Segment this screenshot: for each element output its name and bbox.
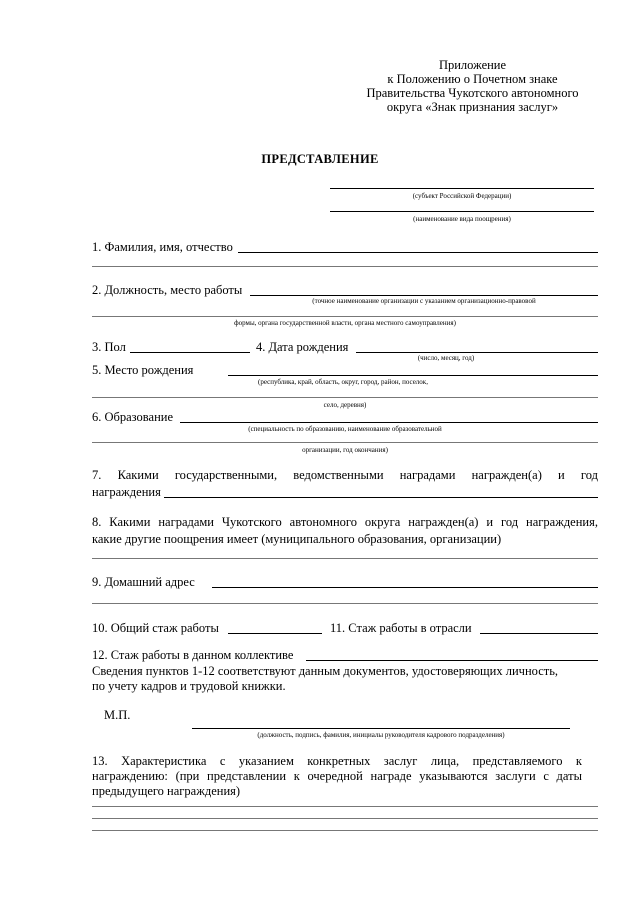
education-hint-a: (специальность по образованию, наименование образовательной (248, 425, 442, 433)
field-1-line[interactable] (238, 252, 598, 253)
page-title: ПРЕДСТАВЛЕНИЕ (261, 152, 379, 166)
subject-hint: (субъект Российской Федерации) (412, 192, 512, 200)
field-8-label-2: какие другие поощрения имеет (муниципального образования, организации) (92, 532, 502, 546)
signature-line[interactable] (192, 728, 570, 729)
field-13-label-2: награждению: (при представлении к очередной награде указываются заслуги с даты (92, 769, 582, 783)
birth-date-hint: (число, месяц, год) (417, 354, 475, 362)
field-9-label: 9. Домашний адрес (92, 575, 195, 589)
field-5-line[interactable] (228, 375, 598, 376)
award-type-hint: (наименование вида поощрения) (413, 215, 511, 223)
field-10-line[interactable] (228, 633, 322, 634)
birthplace-hint-a: (республика, край, область, округ, город, район, поселок, (258, 378, 428, 386)
field-12-line[interactable] (306, 660, 598, 661)
field-4-line[interactable] (356, 352, 598, 353)
field-3-label: 3. Пол (92, 340, 126, 354)
header-line-3: Правительства Чукотского автономного (366, 86, 579, 100)
appendix-header (360, 58, 585, 114)
header-line-2: к Положению о Почетном знаке (387, 72, 558, 86)
field-13-line-1[interactable] (92, 806, 598, 807)
field-2-line[interactable] (250, 295, 598, 296)
field-8-label: 8. Какими наградами Чукотского автономного округа награжден(а) и год награждения, (92, 515, 598, 529)
header-line-4: округа «Знак признания заслуг» (386, 100, 559, 114)
field-2-label: 2. Должность, место работы (92, 283, 243, 297)
field-1-label: 1. Фамилия, имя, отчество (92, 240, 233, 254)
field-13-label: 13. Характеристика с указанием конкретных заслуг лица, представляемого к (92, 754, 582, 768)
field-13-line-2[interactable] (92, 818, 598, 819)
field-9-line[interactable] (212, 587, 598, 588)
confirm-text-1: Сведения пунктов 1-12 соответствуют данным документов, удостоверяющих личность, (92, 664, 559, 678)
stamp-place-label: М.П. (104, 708, 131, 722)
field-13-label-3: предыдущего награждения) (92, 784, 241, 798)
field-5-line-2[interactable] (92, 397, 598, 398)
field-11-line[interactable] (480, 633, 598, 634)
field-6-label: 6. Образование (92, 410, 174, 424)
field-1-line-2[interactable] (92, 266, 598, 267)
header-line-1: Приложение (438, 58, 507, 72)
field-5-label: 5. Место рождения (92, 363, 194, 377)
field-13-line-3[interactable] (92, 830, 598, 831)
field-12-label: 12. Стаж работы в данном коллективе (92, 648, 294, 662)
field-10-label: 10. Общий стаж работы (92, 621, 219, 635)
signature-hint: (должность, подпись, фамилия, инициалы руководителя кадрового подразделения) (257, 731, 505, 739)
field-7-label: 7. Какими государственными, ведомственными наградами награжден(а) и год (92, 468, 598, 482)
field-6-line[interactable] (180, 422, 598, 423)
field-7-line[interactable] (164, 497, 598, 498)
org-hint-b: формы, органа государственной власти, органа местного самоуправления) (234, 319, 456, 327)
field-4-label: 4. Дата рождения (256, 340, 349, 354)
org-hint-a: (точное наименование организации с указанием организационно-правовой (312, 297, 536, 305)
field-7-label-2: награждения (92, 485, 161, 499)
field-3-line[interactable] (130, 352, 250, 353)
birthplace-hint-b: село, деревня) (323, 401, 367, 409)
confirm-text-2: по учету кадров и трудовой книжки. (92, 679, 286, 693)
field-11-label: 11. Стаж работы в отрасли (330, 621, 472, 635)
field-8-line[interactable] (92, 558, 598, 559)
field-6-line-2[interactable] (92, 442, 598, 443)
award-type-line[interactable] (330, 211, 594, 212)
subject-line[interactable] (330, 188, 594, 189)
education-hint-b: организации, год окончания) (302, 446, 388, 454)
field-9-line-2[interactable] (92, 603, 598, 604)
field-2-line-2[interactable] (92, 316, 598, 317)
